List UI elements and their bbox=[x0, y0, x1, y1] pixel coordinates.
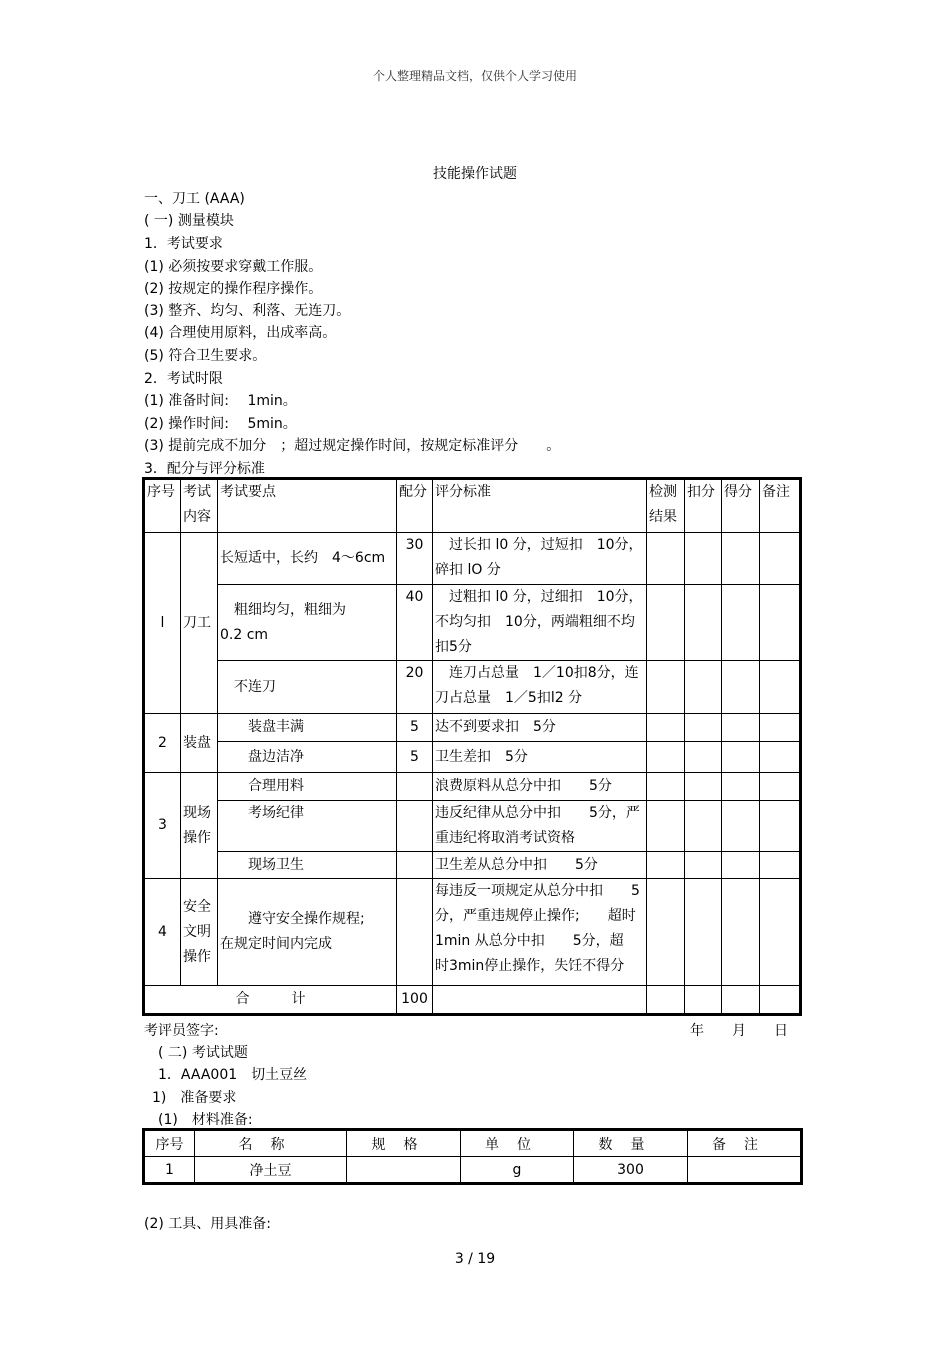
header-cell: 备注 bbox=[760, 480, 800, 533]
header-cell: 备注 bbox=[688, 1131, 801, 1157]
row-point: 合理用料 bbox=[218, 773, 397, 801]
row-point: 现场卫生 bbox=[218, 852, 397, 879]
list-item: (3) 整齐、均匀、利落、无连刀。 bbox=[144, 303, 351, 319]
row-score bbox=[397, 852, 433, 879]
row-unit: g bbox=[461, 1157, 574, 1183]
list-item: 1．考试要求 bbox=[144, 236, 223, 252]
item-title: 1．AAA001 切土豆丝 bbox=[158, 1067, 308, 1083]
total-score: 100 bbox=[397, 986, 433, 1014]
row-content: 刀工 bbox=[181, 533, 218, 714]
table-row bbox=[145, 661, 800, 714]
row-point: 长短适中，长约 4～6cm bbox=[218, 533, 397, 585]
row-score: 40 bbox=[397, 585, 433, 661]
header-cell: 扣分 bbox=[685, 480, 722, 533]
header-note: 个人整理精品文档，仅供个人学习使用 bbox=[372, 69, 577, 83]
row-criteria: 浪费原料从总分中扣 5分 bbox=[433, 773, 647, 801]
table-header-row bbox=[145, 480, 800, 533]
table-row bbox=[145, 1157, 801, 1183]
row-point: 遵守安全操作规程; 在规定时间内完成 bbox=[218, 879, 397, 986]
header-cell: 考试内容 bbox=[181, 480, 218, 533]
scoring-table bbox=[144, 479, 800, 1014]
list-item: (1) 准备时间: 1min。 bbox=[144, 393, 297, 409]
header-cell: 序号 bbox=[145, 1131, 195, 1157]
list-item: 3．配分与评分标准 bbox=[144, 461, 265, 477]
row-criteria: 连刀占总量 1／10扣8分，连刀占总量 1／5扣l2 分 bbox=[433, 661, 647, 714]
row-score: 5 bbox=[397, 742, 433, 773]
row-point: 盘边洁净 bbox=[218, 742, 397, 773]
page-number: 3 / 19 bbox=[454, 1251, 496, 1267]
row-number: l bbox=[145, 533, 181, 714]
row-score: 30 bbox=[397, 533, 433, 585]
table-row bbox=[145, 773, 800, 801]
row-criteria: 违反纪律从总分中扣 5分，严重违纪将取消考试资格 bbox=[433, 801, 647, 852]
materials-table bbox=[144, 1130, 801, 1183]
row-criteria: 达不到要求扣 5分 bbox=[433, 714, 647, 742]
row-number: 4 bbox=[145, 879, 181, 986]
row-content: 现场操作 bbox=[181, 773, 218, 879]
table-row bbox=[145, 879, 800, 986]
header-cell: 检测结果 bbox=[647, 480, 685, 533]
row-number: 2 bbox=[145, 714, 181, 773]
row-qty: 300 bbox=[574, 1157, 688, 1183]
table-header-row bbox=[145, 1131, 801, 1157]
header-cell: 考试要点 bbox=[218, 480, 397, 533]
header-cell: 名称 bbox=[195, 1131, 347, 1157]
list-item: (1) 必须按要求穿戴工作服。 bbox=[144, 259, 323, 275]
header-cell: 规格 bbox=[347, 1131, 461, 1157]
header-cell: 评分标准 bbox=[433, 480, 647, 533]
row-criteria: 卫生差扣 5分 bbox=[433, 742, 647, 773]
table-row bbox=[145, 585, 800, 661]
table-row bbox=[145, 533, 800, 585]
row-point: 装盘丰满 bbox=[218, 714, 397, 742]
list-item: (5) 符合卫生要求。 bbox=[144, 348, 267, 364]
subsection-heading: ( 一) 测量模块 bbox=[144, 213, 234, 229]
header-cell: 数量 bbox=[574, 1131, 688, 1157]
table-row bbox=[145, 714, 800, 742]
row-criteria: 卫生差从总分中扣 5分 bbox=[433, 852, 647, 879]
prep-heading: 1) 准备要求 bbox=[152, 1090, 237, 1106]
row-criteria: 每违反一项规定从总分中扣 5分，严重违规停止操作; 超时1min 从总分中扣 5分，超 时3min停止操作，失饪不得分 bbox=[433, 879, 647, 986]
list-item: (4) 合理使用原料，出成率高。 bbox=[144, 325, 337, 341]
header-cell: 单位 bbox=[461, 1131, 574, 1157]
row-score bbox=[397, 879, 433, 986]
table-row bbox=[145, 742, 800, 773]
row-number: 3 bbox=[145, 773, 181, 879]
date-label: 年 月 日 bbox=[690, 1023, 788, 1039]
row-point: 粗细均匀，粗细为 0.2 cm bbox=[218, 585, 397, 661]
row-point: 不连刀 bbox=[218, 661, 397, 714]
page-title: 技能操作试题 bbox=[433, 166, 517, 182]
row-criteria: 过长扣 l0 分，过短扣 10分，碎扣 lO 分 bbox=[433, 533, 647, 585]
row-content: 装盘 bbox=[181, 714, 218, 773]
row-score: 20 bbox=[397, 661, 433, 714]
total-label: 合 计 bbox=[145, 986, 397, 1014]
table-row bbox=[145, 801, 800, 852]
row-point: 考场纪律 bbox=[218, 801, 397, 852]
row-score: 5 bbox=[397, 714, 433, 742]
section-heading: 一、刀工 (AAA) bbox=[144, 191, 245, 207]
table-row bbox=[145, 852, 800, 879]
row-content: 安全文明操作 bbox=[181, 879, 218, 986]
list-item: (3) 提前完成不加分 ；超过规定操作时间，按规定标准评分 。 bbox=[144, 438, 561, 454]
row-score bbox=[397, 773, 433, 801]
materials-heading: (1) 材料准备: bbox=[158, 1112, 253, 1128]
header-cell: 序号 bbox=[145, 480, 181, 533]
row-name: 净土豆 bbox=[195, 1157, 347, 1183]
row-score bbox=[397, 801, 433, 852]
total-row bbox=[145, 986, 800, 1014]
row-spec bbox=[347, 1157, 461, 1183]
section-heading: ( 二) 考试试题 bbox=[158, 1045, 248, 1061]
header-cell: 得分 bbox=[722, 480, 760, 533]
header-cell: 配分 bbox=[397, 480, 433, 533]
tools-heading: (2) 工具、用具准备: bbox=[144, 1216, 271, 1232]
list-item: 2．考试时限 bbox=[144, 371, 223, 387]
row-number: 1 bbox=[145, 1157, 195, 1183]
list-item: (2) 操作时间: 5min。 bbox=[144, 416, 297, 432]
signature-label: 考评员签字: bbox=[144, 1023, 219, 1039]
list-item: (2) 按规定的操作程序操作。 bbox=[144, 281, 323, 297]
row-note bbox=[688, 1157, 801, 1183]
row-criteria: 过粗扣 l0 分，过细扣 10分，不均匀扣 10分，两端粗细不均扣5分 bbox=[433, 585, 647, 661]
